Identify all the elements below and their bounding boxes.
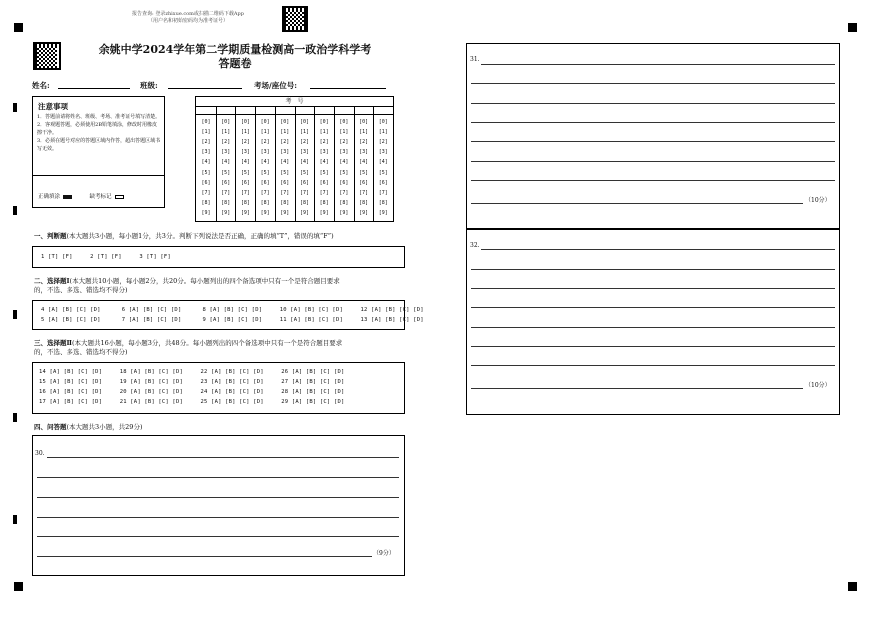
- notes-list: [37, 113, 161, 153]
- exam-digit-bubble[interactable]: [0]: [260, 119, 270, 125]
- exam-digit-bubble[interactable]: [5]: [378, 169, 388, 176]
- answer-line: [471, 180, 835, 181]
- notes-heading: 注意事项: [38, 102, 68, 111]
- exam-digit-bubble[interactable]: [9]: [359, 209, 369, 216]
- exam-digit-bubble[interactable]: [6]: [201, 179, 211, 186]
- exam-digit-bubble[interactable]: [3]: [299, 149, 310, 156]
- answer-line: [37, 536, 399, 537]
- note-item: 1．答题前请将姓名、班级、考场、准考证号填写清楚。: [37, 114, 161, 120]
- correct-fill-swatch: [63, 195, 72, 199]
- exam-digit-bubble[interactable]: [1]: [319, 129, 329, 136]
- report-notice-line2: （用户名和初始密码均为准考证号）: [147, 18, 228, 24]
- exam-digit-bubble[interactable]: [5]: [240, 169, 250, 176]
- exam-digit-bubble[interactable]: [8]: [221, 199, 231, 206]
- exam-digit-bubble[interactable]: [3]: [221, 149, 231, 156]
- q31-answer-box[interactable]: [466, 43, 840, 229]
- side-mark: [13, 103, 17, 112]
- exam-digit-bubble[interactable]: [6]: [319, 179, 329, 186]
- exam-digit-bubble[interactable]: [0]: [299, 119, 310, 125]
- answer-line: [471, 327, 835, 328]
- exam-digit-bubble[interactable]: [6]: [299, 179, 310, 186]
- exam-digit-bubble[interactable]: [1]: [339, 129, 349, 136]
- exam-digit-bubble[interactable]: [9]: [240, 209, 250, 216]
- exam-digit-bubble[interactable]: [0]: [378, 119, 388, 125]
- exam-digit-bubble[interactable]: [4]: [201, 159, 211, 166]
- exam-digit-bubble[interactable]: [9]: [260, 209, 270, 216]
- section1-header: [34, 232, 406, 241]
- section3-options-row[interactable]: 17 [A] [B] [C] [D] 21 [A] [B] [C] [D] 25 [A] [B] [C] [D] 29 [A] [B] [C] [D]: [39, 399, 345, 405]
- exam-digit-bubble[interactable]: [9]: [378, 209, 388, 216]
- exam-digit-bubble[interactable]: [8]: [260, 199, 270, 206]
- answer-line: [471, 365, 835, 366]
- exam-digit-bubble[interactable]: [8]: [299, 199, 310, 206]
- corner-mark-tl: [14, 23, 23, 32]
- q30-score: （9分）: [373, 550, 395, 557]
- exam-digit-bubble[interactable]: [9]: [339, 209, 349, 216]
- exam-digit-bubble[interactable]: [8]: [339, 199, 349, 206]
- exam-digit-bubble[interactable]: [4]: [221, 159, 231, 166]
- q30-answer-box[interactable]: [32, 435, 405, 576]
- exam-digit-bubble[interactable]: [8]: [280, 199, 290, 206]
- exam-digit-bubble[interactable]: [3]: [260, 149, 270, 156]
- exam-digit-bubble[interactable]: [6]: [378, 179, 388, 186]
- exam-digit-bubble[interactable]: [4]: [359, 159, 369, 166]
- exam-digit-bubble[interactable]: [3]: [339, 149, 349, 156]
- report-notice: [118, 11, 258, 25]
- exam-digit-bubble[interactable]: [3]: [359, 149, 369, 156]
- section1-options[interactable]: 1 [T] [F] 2 [T] [F] 3 [T] [F]: [41, 254, 171, 260]
- section4-desc: (本大题共3小题，共29分): [66, 423, 143, 431]
- exam-digit-bubble[interactable]: [8]: [240, 199, 250, 206]
- exam-number-heading: 考 号: [285, 98, 304, 105]
- answer-line: [37, 517, 399, 518]
- section3-options-row[interactable]: 14 [A] [B] [C] [D] 18 [A] [B] [C] [D] 22 [A] [B] [C] [D] 26 [A] [B] [C] [D]: [39, 369, 345, 375]
- exam-digit-bubble[interactable]: [8]: [378, 199, 388, 206]
- exam-digit-bubble[interactable]: [2]: [319, 139, 329, 146]
- answer-line: [471, 203, 803, 204]
- exam-digit-bubble[interactable]: [4]: [378, 159, 388, 166]
- exam-digit-bubble[interactable]: [8]: [201, 199, 211, 206]
- notes-box: [32, 96, 165, 208]
- room-seat-field[interactable]: [310, 88, 386, 89]
- exam-digit-bubble[interactable]: [5]: [339, 169, 349, 176]
- title-line1: 余姚中学2024学年第二学期质量检测高一政治学科学考: [98, 43, 372, 56]
- section2-title: 二、选择题Ⅰ: [34, 277, 70, 285]
- exam-digit-bubble[interactable]: [3]: [201, 149, 211, 156]
- exam-digit-bubble[interactable]: [7]: [378, 189, 388, 196]
- side-mark: [13, 310, 17, 319]
- exam-digit-bubble[interactable]: [5]: [280, 169, 290, 176]
- section3-desc2: 的，不选、多选、错选均不得分): [34, 348, 128, 356]
- side-mark: [13, 413, 17, 422]
- exam-digit-bubble[interactable]: [7]: [201, 189, 211, 196]
- exam-digit-bubble[interactable]: [0]: [240, 119, 250, 125]
- exam-digit-bubble[interactable]: [7]: [359, 189, 369, 196]
- exam-digit-bubble[interactable]: [0]: [339, 119, 349, 125]
- exam-digit-bubble[interactable]: [5]: [299, 169, 310, 176]
- exam-digit-bubble[interactable]: [2]: [240, 139, 250, 146]
- section3-header: [34, 339, 406, 357]
- exam-digit-bubble[interactable]: [4]: [319, 159, 329, 166]
- exam-digit-bubble[interactable]: [1]: [378, 129, 388, 136]
- answer-line: [47, 457, 399, 458]
- answer-line: [471, 83, 835, 84]
- exam-digit-bubble[interactable]: [8]: [319, 199, 329, 206]
- exam-digit-bubble[interactable]: [2]: [260, 139, 270, 146]
- exam-digit-bubble[interactable]: [4]: [260, 159, 270, 166]
- exam-digit-bubble[interactable]: [5]: [359, 169, 369, 176]
- sheet-qr-code: [33, 42, 61, 70]
- exam-digit-bubble[interactable]: [9]: [319, 209, 329, 216]
- exam-digit-bubble[interactable]: [6]: [339, 179, 349, 186]
- title-line2: 答题卷: [218, 57, 252, 70]
- answer-line: [471, 161, 835, 162]
- section3-desc1: (本大题共16小题，每小题3分，共48分。每小题列出的四个备选项中只有一个是符合题目要求: [71, 339, 343, 347]
- exam-digit-bubble[interactable]: [6]: [280, 179, 290, 186]
- exam-digit-bubble[interactable]: [8]: [359, 199, 369, 206]
- exam-digit-bubble[interactable]: [1]: [221, 129, 231, 136]
- name-field[interactable]: [58, 88, 130, 89]
- exam-digit-bubble[interactable]: [0]: [280, 119, 290, 125]
- section2-desc1: (本大题共10小题，每小题2分，共20分。每小题列出的四个备选项中只有一个是符合题目要求: [69, 277, 340, 285]
- exam-digit-bubble[interactable]: [7]: [299, 189, 310, 196]
- side-mark: [13, 206, 17, 215]
- exam-digit-bubble[interactable]: [7]: [240, 189, 250, 196]
- exam-digit-bubble[interactable]: [2]: [201, 139, 211, 146]
- q32-answer-box[interactable]: [466, 229, 840, 415]
- q31-label: 31.: [470, 56, 480, 63]
- exam-digit-bubble[interactable]: [3]: [378, 149, 388, 156]
- page-title: [80, 43, 390, 71]
- section3-title: 三、选择题Ⅱ: [34, 339, 72, 347]
- answer-line: [471, 307, 835, 308]
- exam-digit-bubble[interactable]: [9]: [221, 209, 231, 216]
- absent-mark-checkbox[interactable]: [115, 195, 124, 199]
- exam-digit-bubble[interactable]: [7]: [339, 189, 349, 196]
- exam-digit-bubble[interactable]: [7]: [260, 189, 270, 196]
- section2-answer-box: [32, 300, 424, 330]
- answer-line: [471, 346, 835, 347]
- exam-digit-bubble[interactable]: [2]: [339, 139, 349, 146]
- exam-digit-bubble[interactable]: [9]: [201, 209, 211, 216]
- exam-digit-bubble[interactable]: [4]: [339, 159, 349, 166]
- exam-digit-bubble[interactable]: [0]: [359, 119, 369, 125]
- exam-digit-bubble[interactable]: [4]: [299, 159, 310, 166]
- q32-score: （10分）: [805, 382, 831, 389]
- exam-digit-bubble[interactable]: [3]: [280, 149, 290, 156]
- exam-digit-bubble[interactable]: [5]: [201, 169, 211, 176]
- answer-line: [37, 477, 399, 478]
- section4-header: [34, 423, 142, 432]
- section2-options-row[interactable]: 5 [A] [B] [C] [D] 7 [A] [B] [C] [D] 9 [A] [B] [C] [D] 11 [A] [B] [C] [D] 13 [A] [B] [C] [D]: [41, 317, 424, 323]
- exam-digit-bubble[interactable]: [4]: [280, 159, 290, 166]
- fill-legend: [38, 193, 124, 202]
- section4-title: 四、问答题: [34, 423, 67, 431]
- app-qr-code: [282, 6, 308, 32]
- side-mark: [13, 515, 17, 524]
- exam-digit-bubble[interactable]: [2]: [378, 139, 388, 146]
- exam-digit-bubble[interactable]: [1]: [201, 129, 211, 136]
- exam-digit-bubble[interactable]: [0]: [221, 119, 231, 125]
- exam-digit-bubble[interactable]: [1]: [359, 129, 369, 136]
- exam-digit-bubble[interactable]: [6]: [221, 179, 231, 186]
- class-field[interactable]: [168, 88, 242, 89]
- exam-digit-bubble[interactable]: [7]: [319, 189, 329, 196]
- class-label: 班级:: [140, 81, 158, 90]
- section1-answer-box: [32, 246, 405, 268]
- exam-digit-bubble[interactable]: [5]: [221, 169, 231, 176]
- exam-digit-bubble[interactable]: [2]: [280, 139, 290, 146]
- exam-digit-bubble[interactable]: [1]: [280, 129, 290, 136]
- exam-digit-bubble[interactable]: [6]: [260, 179, 270, 186]
- section3-options-row[interactable]: 16 [A] [B] [C] [D] 20 [A] [B] [C] [D] 24 [A] [B] [C] [D] 28 [A] [B] [C] [D]: [39, 389, 345, 395]
- correct-fill-label: 正确填涂: [38, 194, 61, 200]
- exam-digit-bubble[interactable]: [4]: [240, 159, 250, 166]
- exam-digit-bubble[interactable]: [7]: [221, 189, 231, 196]
- note-item: 2．客观题答题，必须使用2B铅笔填涂，修改时用橡皮擦干净。: [37, 122, 158, 136]
- room-seat-label: 考场/座位号:: [254, 81, 298, 90]
- section1-title: 一、判断题: [34, 232, 67, 240]
- note-item: 3．必须在题号对应的答题区域内作答，超出答题区域书写无效。: [37, 138, 161, 152]
- exam-digit-bubble[interactable]: [9]: [280, 209, 290, 216]
- answer-line: [471, 103, 835, 104]
- absent-mark-label: 缺考标记: [89, 194, 112, 200]
- answer-line: [37, 497, 399, 498]
- answer-line: [471, 288, 835, 289]
- section3-answer-box: [32, 362, 405, 414]
- exam-digit-bubble[interactable]: [5]: [319, 169, 329, 176]
- q31-score: （10分）: [805, 197, 831, 204]
- exam-digit-bubble[interactable]: [2]: [359, 139, 369, 146]
- exam-digit-bubble[interactable]: [3]: [240, 149, 250, 156]
- exam-digit-bubble[interactable]: [5]: [260, 169, 270, 176]
- name-label: 姓名:: [32, 81, 50, 90]
- answer-line: [481, 249, 835, 250]
- section2-header: [34, 277, 406, 295]
- section2-options-row[interactable]: 4 [A] [B] [C] [D] 6 [A] [B] [C] [D] 8 [A] [B] [C] [D] 10 [A] [B] [C] [D] 12 [A] [B] [C] [D]: [41, 307, 424, 313]
- exam-digit-bubble[interactable]: [6]: [359, 179, 369, 186]
- exam-digit-bubble[interactable]: [9]: [299, 209, 310, 216]
- exam-digit-bubble[interactable]: [3]: [319, 149, 329, 156]
- answer-line: [481, 64, 835, 65]
- exam-digit-bubble[interactable]: [1]: [299, 129, 310, 136]
- answer-line: [471, 269, 835, 270]
- report-notice-line1: 报告查询: 登录zhixue.com或扫描二维码下载App: [132, 11, 244, 17]
- exam-digit-bubble[interactable]: [7]: [280, 189, 290, 196]
- q30-label: 30.: [35, 450, 45, 457]
- corner-mark-tr: [848, 23, 857, 32]
- corner-mark-br: [848, 582, 857, 591]
- exam-digit-bubble[interactable]: [1]: [240, 129, 250, 136]
- answer-line: [471, 388, 803, 389]
- section3-options-row[interactable]: 15 [A] [B] [C] [D] 19 [A] [B] [C] [D] 23 [A] [B] [C] [D] 27 [A] [B] [C] [D]: [39, 379, 345, 385]
- exam-digit-bubble[interactable]: [0]: [201, 119, 211, 125]
- exam-digit-bubble[interactable]: [1]: [260, 129, 270, 136]
- answer-line: [37, 556, 372, 557]
- exam-digit-bubble[interactable]: [2]: [221, 139, 231, 146]
- exam-digit-bubble[interactable]: [0]: [319, 119, 329, 125]
- exam-number-grid: [195, 96, 394, 222]
- section1-desc: (本大题共3小题，每小题1分，共3分。判断下列说法是否正确，正确的填“T”，错误的填“F”): [66, 232, 334, 240]
- q32-label: 32.: [470, 242, 480, 249]
- answer-line: [471, 141, 835, 142]
- section2-desc2: 的，不选、多选、错选均不得分): [34, 286, 128, 294]
- exam-digit-bubble[interactable]: [6]: [240, 179, 250, 186]
- corner-mark-bl: [14, 582, 23, 591]
- answer-line: [471, 122, 835, 123]
- exam-digit-bubble[interactable]: [2]: [299, 139, 310, 146]
